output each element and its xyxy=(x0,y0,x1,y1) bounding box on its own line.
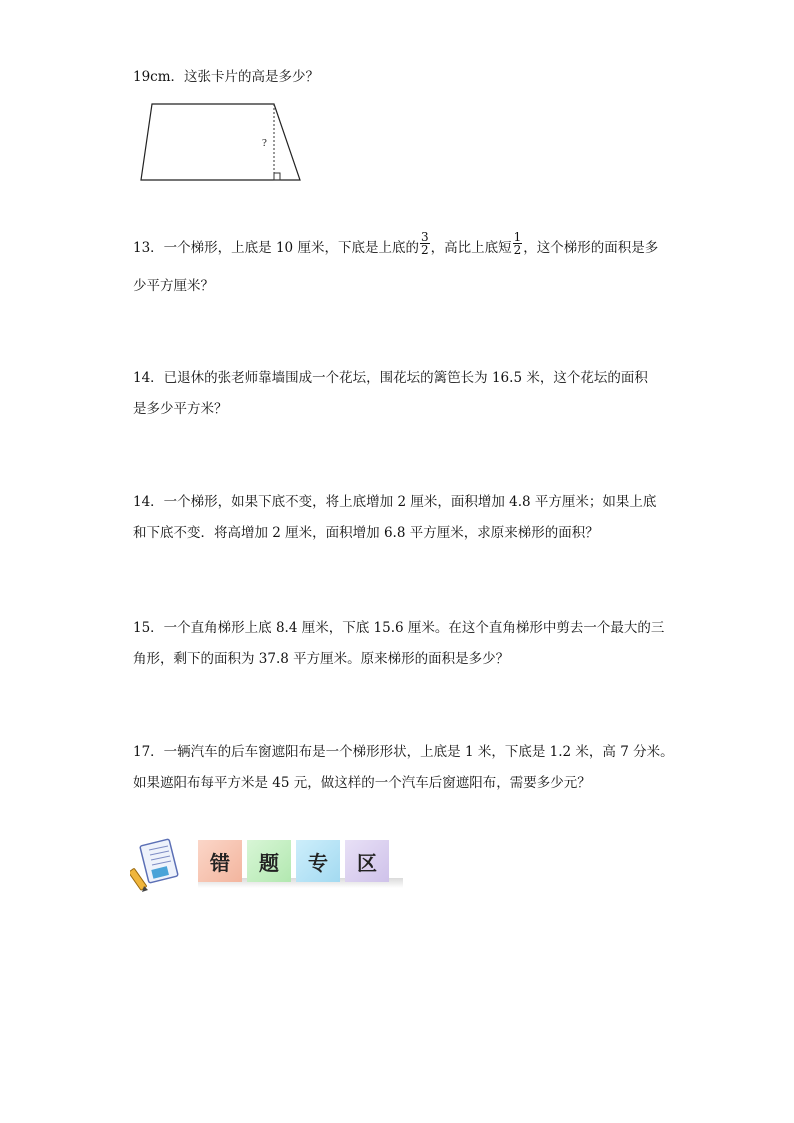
mistakes-section-banner xyxy=(130,834,410,894)
right-angle-marker xyxy=(274,173,280,180)
fraction-one-half: $\frac{1}{2}$ xyxy=(513,230,522,257)
question-tail: 19cm．这张卡片的高是多少？ xyxy=(133,69,320,85)
tile-qu: 区 xyxy=(345,840,389,882)
question-14a-line-1: 14．已退休的张老师靠墙围成一个花坛，围花坛的篱笆长为 16.5 米，这个花坛的面积 xyxy=(133,370,648,386)
question-15-line-1: 15．一个直角梯形上底 8.4 厘米，下底 15.6 厘米。在这个直角梯形中剪去一个最大的三 xyxy=(133,620,665,636)
fraction-three-halves: $\frac{3}{2}$ xyxy=(420,230,429,257)
notebook-pencil-icon xyxy=(130,838,186,894)
tile-ti: 题 xyxy=(247,840,291,882)
question-17-line-2: 如果遮阳布每平方米是 45 元，做这样的一个汽车后窗遮阳布，需要多少元？ xyxy=(133,775,591,791)
tile-cuo: 错 xyxy=(198,840,242,882)
trapezoid-diagram xyxy=(138,100,318,190)
question-14b-line-2: 和下底不变．将高增加 2 厘米，面积增加 6.8 平方厘米，求原来梯形的面积？ xyxy=(133,525,599,541)
trapezoid-shape xyxy=(141,104,300,180)
question-13-line-2: 少平方厘米？ xyxy=(133,278,214,294)
question-13-line-1: 13．一个梯形，上底是 10 厘米，下底是上底的 $\frac{3}{2}$ ，高比上底短 $\frac{1}{2}$ ，这个梯形的面积是多 xyxy=(133,230,659,257)
question-15-line-2: 角形，剩下的面积为 37.8 平方厘米。原来梯形的面积是多少？ xyxy=(133,651,510,667)
tile-zhuan: 专 xyxy=(296,840,340,882)
question-17-line-1: 17．一辆汽车的后车窗遮阳布是一个梯形形状，上底是 1 米，下底是 1.2 米，高 7 分米。 xyxy=(133,744,674,760)
question-14a-line-2: 是多少平方米？ xyxy=(133,401,228,417)
question-14b-line-1: 14．一个梯形，如果下底不变，将上底增加 2 厘米，面积增加 4.8 平方厘米；如果上底 xyxy=(133,494,657,510)
height-question-mark: ? xyxy=(262,137,267,149)
